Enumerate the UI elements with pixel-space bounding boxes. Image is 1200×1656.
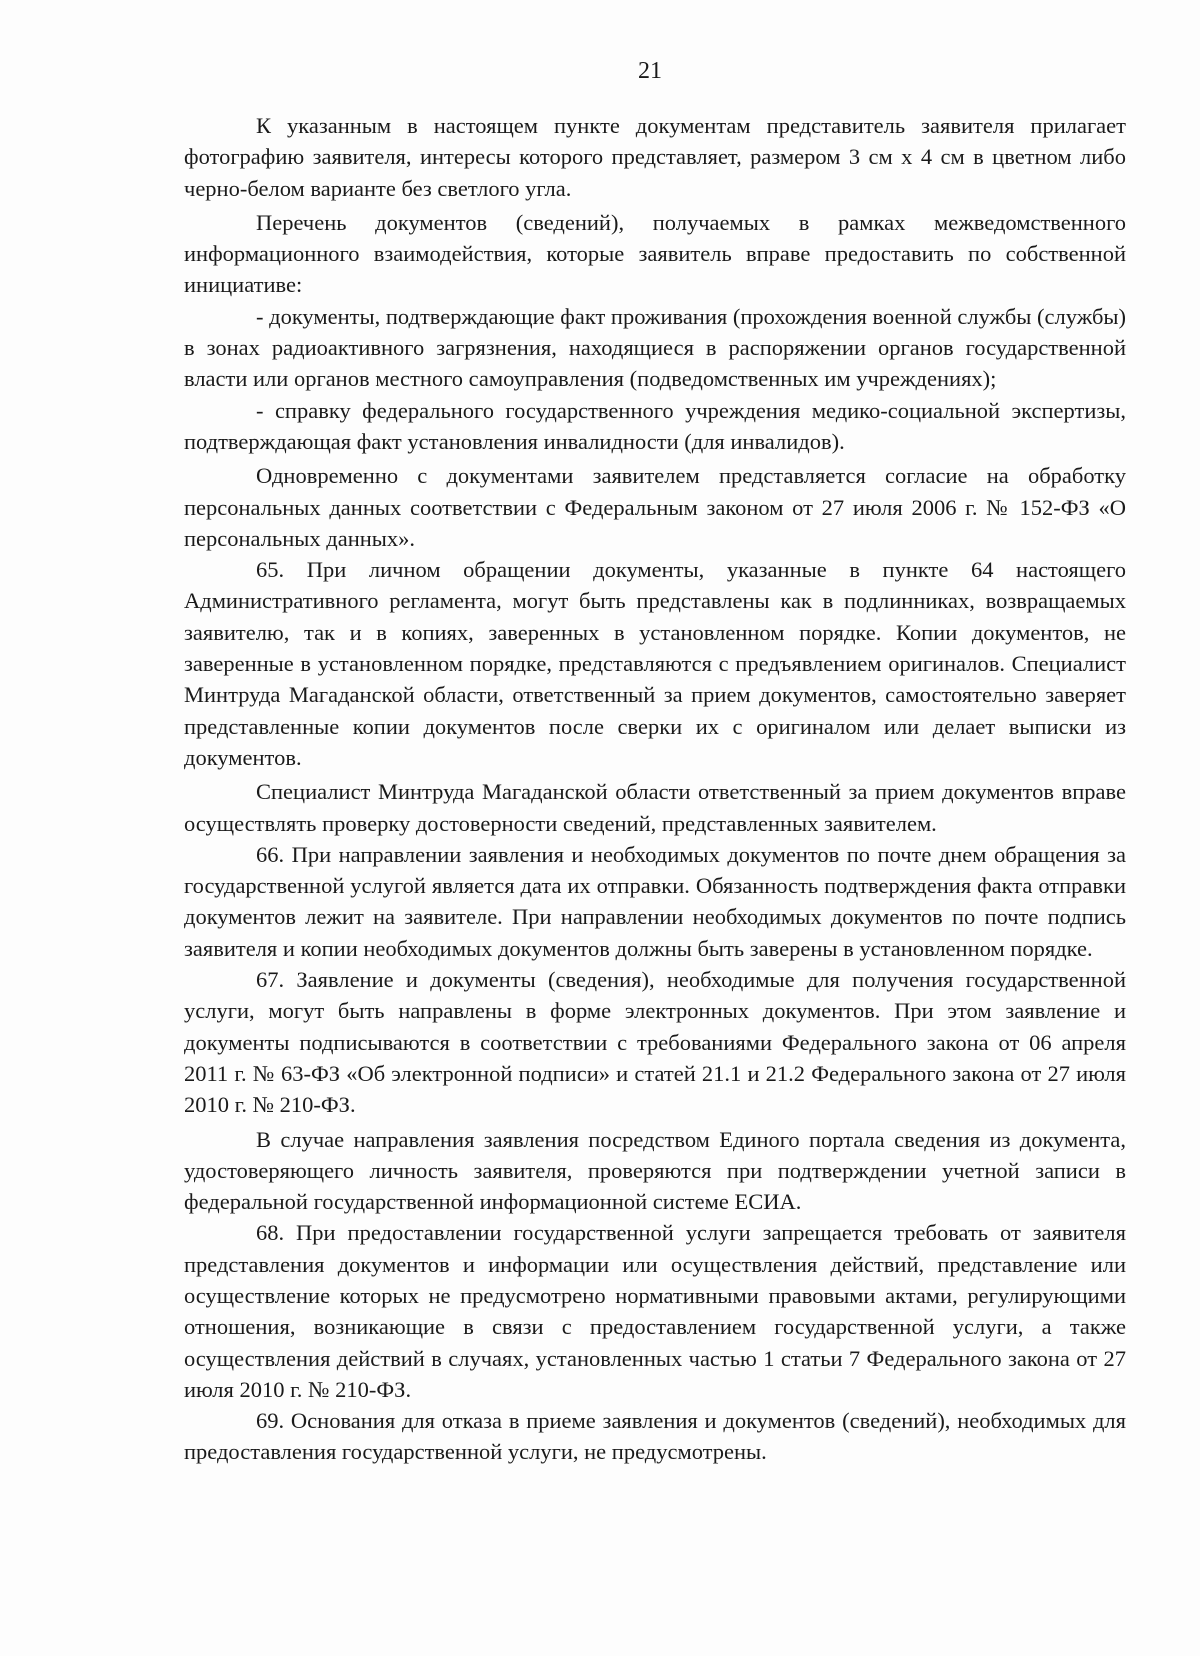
paragraph-specialist-verification: Специалист Минтруда Магаданской области ответственный за прием документов вправе осуществлять проверку достоверности сведений, представленных заявителем. [184, 779, 1126, 836]
paragraph-68: 68. При предоставлении государственной услуги запрещается требовать от заявителя представления документов и информации или осуществления действий, представление или осуществление которых не предусмотрено нормативными правовыми актами, регулирующими отношения, возникающие в связи с предоставлением государственной услуги, а также осуществления действий в случаях, установленных частью 1 статьи 7 Федерального закона от 27 июля 2010 г. № 210-ФЗ. [184, 1220, 1126, 1402]
paragraph-list-item-disability: - справку федерального государственного учреждения медико-социальной экспертизы, подтверждающая факт установления инвалидности (для инвалидов). [184, 397, 1126, 454]
paragraph-photo-requirement: К указанным в настоящем пункте документам представитель заявителя прилагает фотографию заявителя, интересы которого представляет, размером 3 см х 4 см в цветном либо черно-белом варианте без светлого угла. [184, 113, 1126, 201]
paragraph-67: 67. Заявление и документы (сведения), необходимые для получения государственной услуги, могут быть направлены в форме электронных документов. При этом заявление и документы подписываются в соответствии с требованиями Федерального закона от 06 апреля 2011 г. № 63-ФЗ «Об электронной подписи» и статей 21.1 и 21.2 Федерального закона от 27 июля 2010 г. № 210-ФЗ. [184, 967, 1126, 1118]
paragraph-66: 66. При направлении заявления и необходимых документов по почте днем обращения за государственной услугой является дата их отправки. Обязанность подтверждения факта отправки документов лежит на заявителе. При направлении необходимых документов по почте подпись заявителя и копии необходимых документов должны быть заверены в установленном порядке. [184, 841, 1126, 961]
page-number: 21 [638, 58, 662, 84]
paragraph-documents-list-intro: Перечень документов (сведений), получаемых в рамках межведомственного информационного взаимодействия, которые заявитель вправе предоставить по собственной инициативе: [184, 209, 1126, 298]
paragraph-unified-portal: В случае направления заявления посредством Единого портала сведения из документа, удостоверяющего личность заявителя, проверяются при подтверждении учетной записи в федеральной государственной информационной системе ЕСИА. [184, 1126, 1126, 1215]
paragraph-personal-data-consent: Одновременно с документами заявителем представляется согласие на обработку персональных данных соответствии с Федеральным законом от 27 июля 2006 г. № 152-ФЗ «О персональных данных». [184, 463, 1126, 551]
paragraph-69: 69. Основания для отказа в приеме заявления и документов (сведений), необходимых для предоставления государственной услуги, не предусмотрены. [184, 1408, 1126, 1465]
paragraph-65: 65. При личном обращении документы, указанные в пункте 64 настоящего Административного регламента, могут быть представлены как в подлинниках, возвращаемых заявителю, так и в копиях, заверенных в установленном порядке. Копии документов, не заверенные в установленном порядке, представляются с предъявлением оригиналов. Специалист Минтруда Магаданской области, ответственный за прием документов, самостоятельно заверяет представленные копии документов после сверки их с оригиналом или делает выписки из документов. [184, 557, 1126, 770]
document-body [184, 110, 1126, 1468]
paragraph-list-item-residence: - документы, подтверждающие факт проживания (прохождения военной службы (службы) в зонах радиоактивного загрязнения, находящиеся в распоряжении органов государственной власти или органов местного самоуправления (подведомственных им учреждениях); [184, 303, 1127, 392]
